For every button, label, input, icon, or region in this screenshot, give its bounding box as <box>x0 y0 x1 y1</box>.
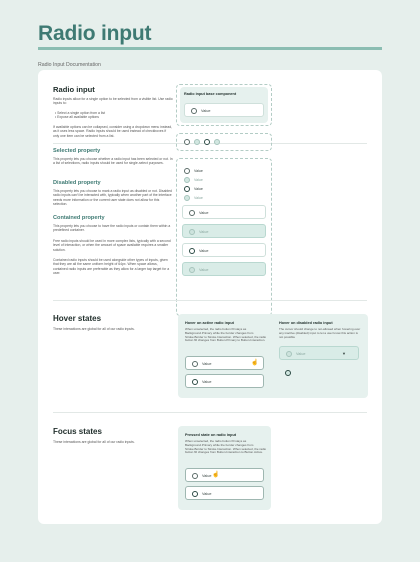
radio-input-bullets <box>55 111 173 120</box>
radio-value-label: Value <box>194 177 203 182</box>
radio-selected-icon <box>184 186 190 192</box>
radio-selected-disabled <box>214 138 222 146</box>
radio-circle-icon <box>192 361 198 367</box>
contained-radio-input-selected[interactable] <box>182 243 266 257</box>
radio-circle-icon <box>194 139 200 145</box>
radio-value-label: Value <box>199 248 209 253</box>
contained-heading: Contained property <box>53 215 105 221</box>
hover-disabled-text: The cursor should change to not-allowed when hovering over any inactive (disabled) input to let a user know this action is not possible <box>279 327 361 339</box>
radio-value-label: Value <box>199 210 209 215</box>
base-component-title: Radio input base component <box>184 92 237 96</box>
pressed-input[interactable] <box>185 468 264 482</box>
bullet-item: • Expose all available options <box>55 115 99 120</box>
radio-value-label: Value <box>194 195 203 200</box>
disabled-text: This property lets you choose to mark a radio input as disabled or not. Disabled radio inputs can't be interacted with, typically when another part of the interface needs more information or the current user state does not allow for this selection. <box>53 189 172 206</box>
radio-selected-icon <box>189 248 195 254</box>
disabled-heading: Disabled property <box>53 180 101 186</box>
radio-input-heading: Radio input <box>53 85 95 94</box>
pointer-cursor-icon: ☝ <box>251 360 259 366</box>
contained-radio-input-disabled <box>182 224 266 238</box>
radio-disabled-icon <box>184 195 190 201</box>
radio-value-label: Value <box>194 168 203 173</box>
pointer-cursor-icon: ☝ <box>212 472 220 478</box>
radio-disabled-icon <box>189 267 195 273</box>
radio-circle-icon <box>191 108 197 114</box>
radio-value-label: Value <box>202 379 212 384</box>
radio-value-label: Value <box>201 108 211 113</box>
radio-hover[interactable] <box>194 138 202 146</box>
radio-option[interactable] <box>184 167 244 175</box>
page-subtitle: Radio Input Documentation <box>38 62 101 68</box>
contained-radio-input-selected-disabled <box>182 262 266 276</box>
radio-value-label: Value <box>296 351 306 356</box>
contained-text-1: This property lets you choose to have the radio inputs or contain them within a predefined container. <box>53 224 171 233</box>
selected-text: This property lets you choose whether a radio input has been selected or not. In a list of selections, radio inputs should be used for single-select purposes. <box>53 157 173 166</box>
focus-heading: Focus states <box>53 427 102 436</box>
radio-hover-icon <box>285 370 291 376</box>
bullet-item: • Select a single option from a list <box>55 111 106 115</box>
radio-circle-icon <box>189 210 195 216</box>
radio-input-note: If available options can be collapsed, consider using a dropdown menu instead, as it uses less space. Radio inputs should be used instead of checkboxes if only one item can be selected from a list. <box>53 125 173 138</box>
hover-selected-input[interactable] <box>185 374 264 388</box>
radio-selected-icon <box>192 491 198 497</box>
section-divider <box>53 412 367 413</box>
radio-value-label: Value <box>202 491 212 496</box>
focus-text: These interactions are global for all of our radio inputs. <box>53 440 135 444</box>
page-title: Radio input <box>38 22 152 45</box>
radio-circle-icon <box>184 168 190 174</box>
not-allowed-cursor-icon: ▼ <box>342 350 346 356</box>
radio-circle-icon <box>192 473 198 479</box>
radio-unselected[interactable] <box>184 138 192 146</box>
radio-value-label: Value <box>202 473 212 478</box>
hover-heading: Hover states <box>53 314 102 323</box>
radio-disabled-icon <box>189 229 195 235</box>
radio-circle-icon <box>184 139 190 145</box>
hover-disabled-title: Hover on disabled radio input <box>279 321 333 325</box>
radio-disabled-icon <box>184 177 190 183</box>
radio-value-label: Value <box>202 361 212 366</box>
hover-active-title: Hover on active radio input <box>185 321 234 325</box>
radio-disabled-icon <box>214 139 220 145</box>
hover-active-input[interactable] <box>185 356 264 370</box>
radio-disabled-icon <box>286 351 292 357</box>
hover-text: These interactions are global for all of our radio inputs. <box>53 327 135 331</box>
radio-selected[interactable] <box>204 138 212 146</box>
hover-disabled-input <box>279 346 359 360</box>
base-radio-input[interactable] <box>184 103 264 117</box>
contained-radio-input[interactable] <box>182 205 266 219</box>
hover-active-text: When unselected, the radio button fill stays as Background.Primary while the border changes from Stroke.Border to Stroke.Interaction. When selected, the radio button fill changes from Button.Primary to Button.Interaction. <box>185 327 267 343</box>
radio-value-label: Value <box>199 229 209 234</box>
radio-option-disabled <box>184 176 244 184</box>
radio-input-intro: Radio inputs allow for a single option to be selected from a visible list. Use radio inputs to: <box>53 97 173 106</box>
documentation-card <box>38 70 382 524</box>
radio-selected-icon <box>192 379 198 385</box>
pressed-selected-input[interactable] <box>185 486 264 500</box>
radio-value-label: Value <box>194 186 203 191</box>
pressed-title: Pressed state on radio input <box>185 433 237 437</box>
section-divider <box>53 300 367 301</box>
selected-heading: Selected property <box>53 148 101 154</box>
contained-text-2: Free radio inputs should be used in more complex lists, typically with a second level of interaction, or when the amount of space available requires a smaller solution. <box>53 239 171 252</box>
hover-disabled-radio <box>285 369 293 377</box>
radio-value-label: Value <box>199 267 209 272</box>
pressed-text: When unselected, the radio button fill stays as Background.Primary while the border changes from Stroke.Border to Stroke.Interaction. When selected, the radio button fill changes from Button.Interaction to Button.Active. <box>185 439 267 455</box>
radio-selected-icon <box>204 139 210 145</box>
contained-text-3: Contained radio inputs should be used alongside other types of inputs, given that they are all the same uniform height of 64px. When space allows, contained radio inputs are preferable as they allow for a larger tap target for a user. <box>53 258 170 275</box>
radio-option-selected[interactable] <box>184 185 244 193</box>
title-underline <box>38 47 382 50</box>
radio-option-selected-disabled <box>184 194 244 202</box>
